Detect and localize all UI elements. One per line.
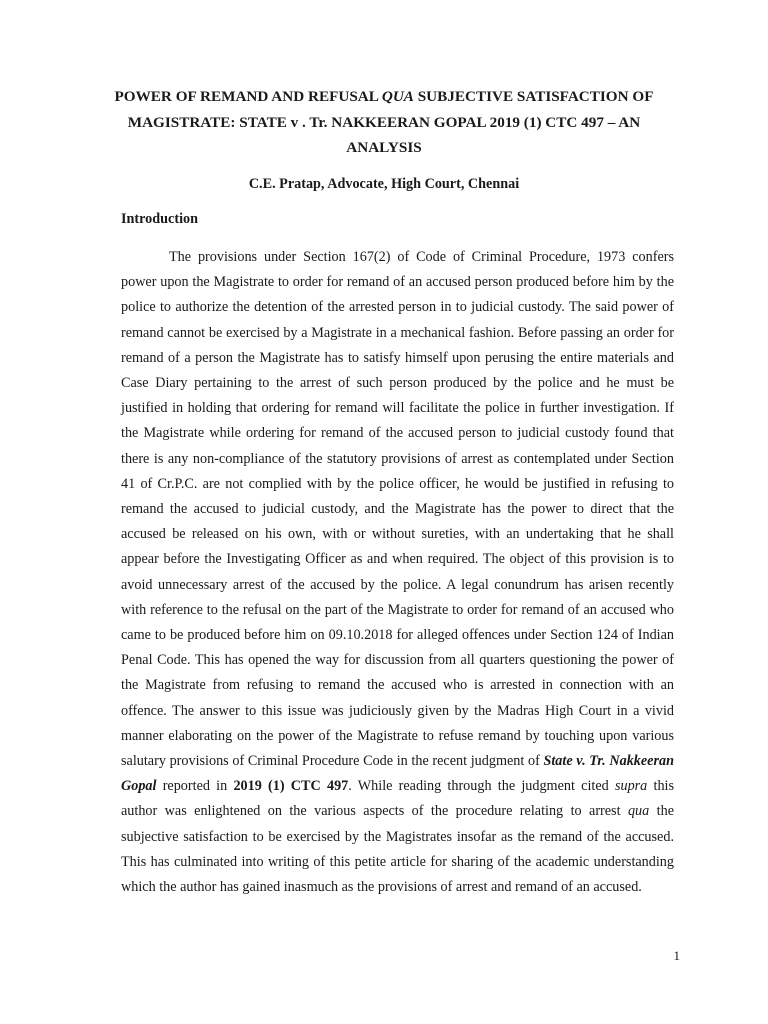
title-text-part1: POWER OF REMAND AND REFUSAL (114, 88, 382, 105)
body-text (121, 245, 674, 900)
qua-term: qua (627, 803, 650, 820)
author-line: C.E. Pratap, Advocate, High Court, Chennai (248, 176, 520, 192)
title-italic-qua: QUA (381, 88, 414, 105)
para-text-1: The provisions under Section 167(2) of Code of Criminal Procedure, 1973 confers power upon the Magistrate to order for remand of an accused person produced before him by the police to authorize the detention of the arrested person in to judicial custody. The said power of remand cannot be exercised by a Magistrate in a mechanical fashion. Before passing an order for remand of a person the Magistrate has to satisfy himself upon perusing the entire materials and Case Diary pertaining to the arrest of such person produced by the police and he must be justified in holding that ordering for remand will facilitate the police in further investigation. If the Magistrate while ordering for remand of the accused person to judicial custody found that there is any non-compliance of the statutory provisions of arrest as contemplated under Section 41 of Cr.P.C. are not complied with by the police officer, he would be justified in refusing to remand the accused to judicial custody, and the Magistrate has the power to direct that the accused be released on his own, with or without sureties, with an undertaking that he shall appear before the Investigating Officer as and when required. The object of this provision is to avoid unnecessary arrest of the accused by the police. A legal conundrum has arisen recently with reference to the refusal on the part of the Magistrate to order for remand of an accused who came to be produced before him on 09.10.2018 for alleged offences under Section 124 of Indian Penal Code. This has opened the way for discussion from all quarters questioning the power of the Magistrate from refusing to remand the accused who is arrested in connection with an offence. The answer to this issue was judiciously given by the Madras High Court in a vivid manner elaborating on the power of the Magistrate to refuse remand by touching upon various salutary provisions of Criminal Procedure Code in the recent judgment of (121, 249, 674, 770)
para-text-5: the subjective satisfaction to be exercised by the Magistrates insofar as the remand of the accused. This has culminated into writing of this petite article for sharing of the academic understanding which the author has gained inasmuch as the provisions of arrest and remand of an accused. (121, 803, 674, 896)
title-text-part2: SUBJECTIVE SATISFACTION OF MAGISTRATE: STATE v . Tr. NAKKEERAN GOPAL 2019 (1) CTC 497 – AN ANALYSIS (127, 88, 654, 156)
introduction-paragraph (121, 245, 674, 900)
case-name: State v. Tr. Nakkeeran Gopal (121, 753, 674, 795)
section-heading: Introduction (121, 211, 198, 227)
para-text-4: this author was enlightened on the various aspects of the procedure relating to arrest (121, 778, 675, 820)
article-title (100, 84, 668, 161)
page-number: 1 (673, 948, 680, 963)
para-text-3: . While reading through the judgment cited (348, 778, 615, 795)
supra-term: supra (614, 778, 648, 795)
case-citation: 2019 (1) CTC 497 (233, 778, 349, 795)
para-text-2: reported in (156, 778, 234, 795)
